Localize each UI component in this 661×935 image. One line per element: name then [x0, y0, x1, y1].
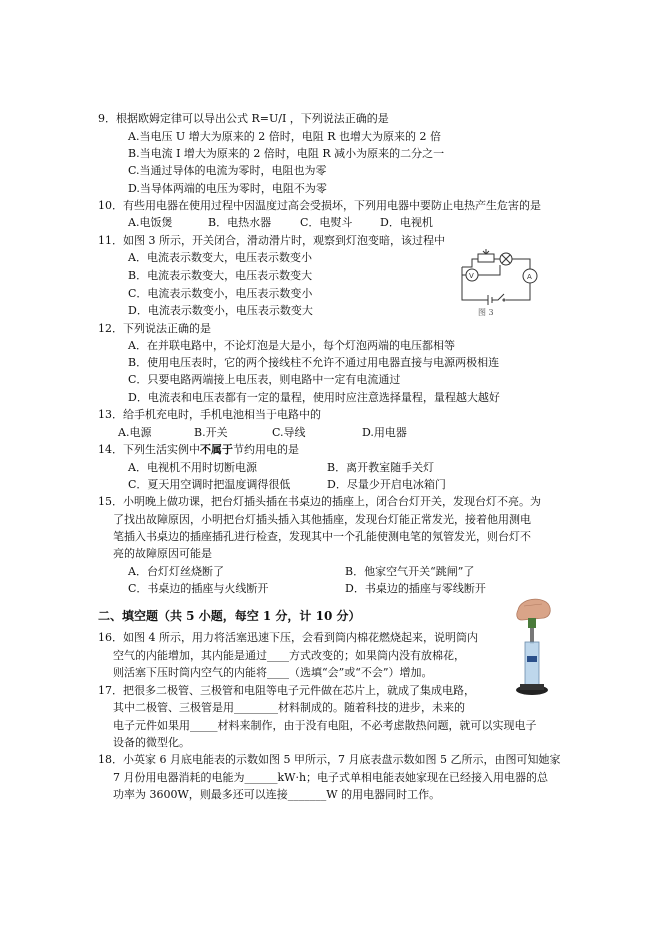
q11-option-a: A．电流表示数变大，电压表示数变小: [128, 251, 312, 264]
figure-3-label: 图 3: [478, 308, 494, 317]
q16-line-1: 16．如图 4 所示，用力将活塞迅速下压，会看到筒内棉花燃烧起来，说明筒内: [98, 631, 478, 644]
q15-line-4: 亮的故障原因可能是: [113, 547, 212, 560]
q16-line-2: 空气的内能增加，其内能是通过____方式改变的；如果筒内没有放棉花，: [113, 649, 465, 662]
fire-piston-figure-4: [508, 596, 554, 700]
q11-option-c: C．电流表示数变小，电压表示数变小: [128, 287, 313, 300]
q12-option-b: B．使用电压表时，它的两个接线柱不允许不通过用电器直接与电源两极相连: [128, 356, 500, 369]
q10-option-b: B．电热水器: [208, 216, 272, 229]
q10-option-d: D．电视机: [380, 216, 433, 229]
q12-option-c: C．只要电路两端接上电压表，则电路中一定有电流通过: [128, 373, 401, 386]
q12-stem: 12．下列说法正确的是: [98, 322, 211, 335]
q13-option-d: D.用电器: [362, 426, 407, 439]
q15-option-b: B．他家空气开关“跳闸”了: [345, 565, 475, 578]
q14-option-a: A．电视机不用时切断电源: [128, 461, 257, 474]
q13-stem: 13．给手机充电时，手机电池相当于电路中的: [98, 408, 321, 421]
q15-line-2: 了找出故障原因，小明把台灯插头插入其他插座，发现台灯能正常发光，接着他用测电: [113, 513, 531, 526]
q9-option-a: A.当电压 U 增大为原来的 2 倍时，电阻 R 也增大为原来的 2 倍: [128, 130, 441, 143]
svg-text:A: A: [527, 273, 532, 281]
q12-option-a: A．在并联电路中，不论灯泡是大是小，每个灯泡两端的电压都相等: [128, 339, 455, 352]
q15-line-1: 15．小明晚上做功课，把台灯插头插在书桌边的插座上，闭合台灯开关，发现台灯不亮。为: [98, 495, 541, 508]
q15-option-d: D．书桌边的插座与零线断开: [345, 582, 486, 595]
q14-option-b: B．离开教室随手关灯: [327, 461, 435, 474]
q9-option-d: D.当导体两端的电压为零时，电阻不为零: [128, 182, 327, 195]
q18-line-2: 7 月份用电器消耗的电能为______kW·h；电子式单相电能表她家现在已经接入用电器的总: [113, 771, 549, 784]
q14-option-c: C．夏天用空调时把温度调得很低: [128, 478, 291, 491]
q15-option-c: C．书桌边的插座与火线断开: [128, 582, 269, 595]
q11-option-d: D．电流表示数变小，电压表示数变大: [128, 304, 313, 317]
q17-line-4: 设备的微型化。: [113, 736, 190, 749]
q12-option-d: D．电流表和电压表都有一定的量程，使用时应注意选择量程，量程越大越好: [128, 391, 500, 404]
q10-option-a: A.电饭煲: [128, 216, 173, 229]
q14-stem: [98, 443, 299, 457]
q17-line-2: 其中二极管、三极管是用________材料制成的。随着科技的进步，未来的: [113, 701, 465, 714]
circuit-diagram-svg: [448, 245, 544, 317]
q17-line-1: 17．把很多二极管、三极管和电阻等电子元件做在芯片上，就成了集成电路，: [98, 684, 475, 697]
q18-line-1: 18．小英家 6 月底电能表的示数如图 5 甲所示，7 月底表盘示数如图 5 乙所示，由图可知她家: [98, 753, 561, 766]
q10-stem: 10．有些用电器在使用过程中因温度过高会受损坏，下列用电器中要防止电热产生危害的是: [98, 199, 541, 212]
q11-stem: 11．如图 3 所示，开关闭合，滑动滑片时，观察到灯泡变暗，该过程中: [98, 234, 445, 247]
circuit-diagram-figure-3: [448, 245, 544, 317]
svg-text:V: V: [469, 272, 474, 280]
q14-stem-after: 节约用电的是: [233, 443, 299, 456]
q9-stem: 9．根据欧姆定律可以导出公式 R=U/I ，下列说法正确的是: [98, 112, 389, 125]
q9-option-c: C.当通过导体的电流为零时，电阻也为零: [128, 164, 327, 177]
q14-stem-emphasis: 不属于: [200, 443, 233, 456]
q13-option-b: B.开关: [194, 426, 228, 439]
q13-option-a: A.电源: [118, 426, 152, 439]
q13-option-c: C.导线: [272, 426, 306, 439]
q14-option-d: D．尽量少开启电冰箱门: [327, 478, 446, 491]
q15-line-3: 笔插入书桌边的插座插孔进行检查，发现其中一个孔能使测电笔的氖管发光，则台灯不: [113, 530, 531, 543]
q9-option-b: B.当电流 I 增大为原来的 2 倍时，电阻 R 减小为原来的二分之一: [128, 147, 445, 160]
q17-line-3: 电子元件如果用_____材料来制作，由于没有电阻，不必考虑散热问题，就可以实现电子: [113, 719, 537, 732]
fire-piston-svg: [508, 596, 554, 700]
q16-line-3: 则活塞下压时筒内空气的内能将____（选填“会”或“不会”）增加。: [113, 666, 433, 679]
section-2-title: 二、填空题（共 5 小题，每空 1 分，计 10 分）: [98, 609, 361, 623]
q14-stem-before: 14．下列生活实例中: [98, 443, 200, 456]
q10-option-c: C．电熨斗: [300, 216, 353, 229]
q18-line-3: 功率为 3600W，则最多还可以连接_______W 的用电器同时工作。: [113, 788, 441, 801]
q11-option-b: B．电流表示数变大，电压表示数变大: [128, 269, 313, 282]
q15-option-a: A．台灯灯丝烧断了: [128, 565, 224, 578]
